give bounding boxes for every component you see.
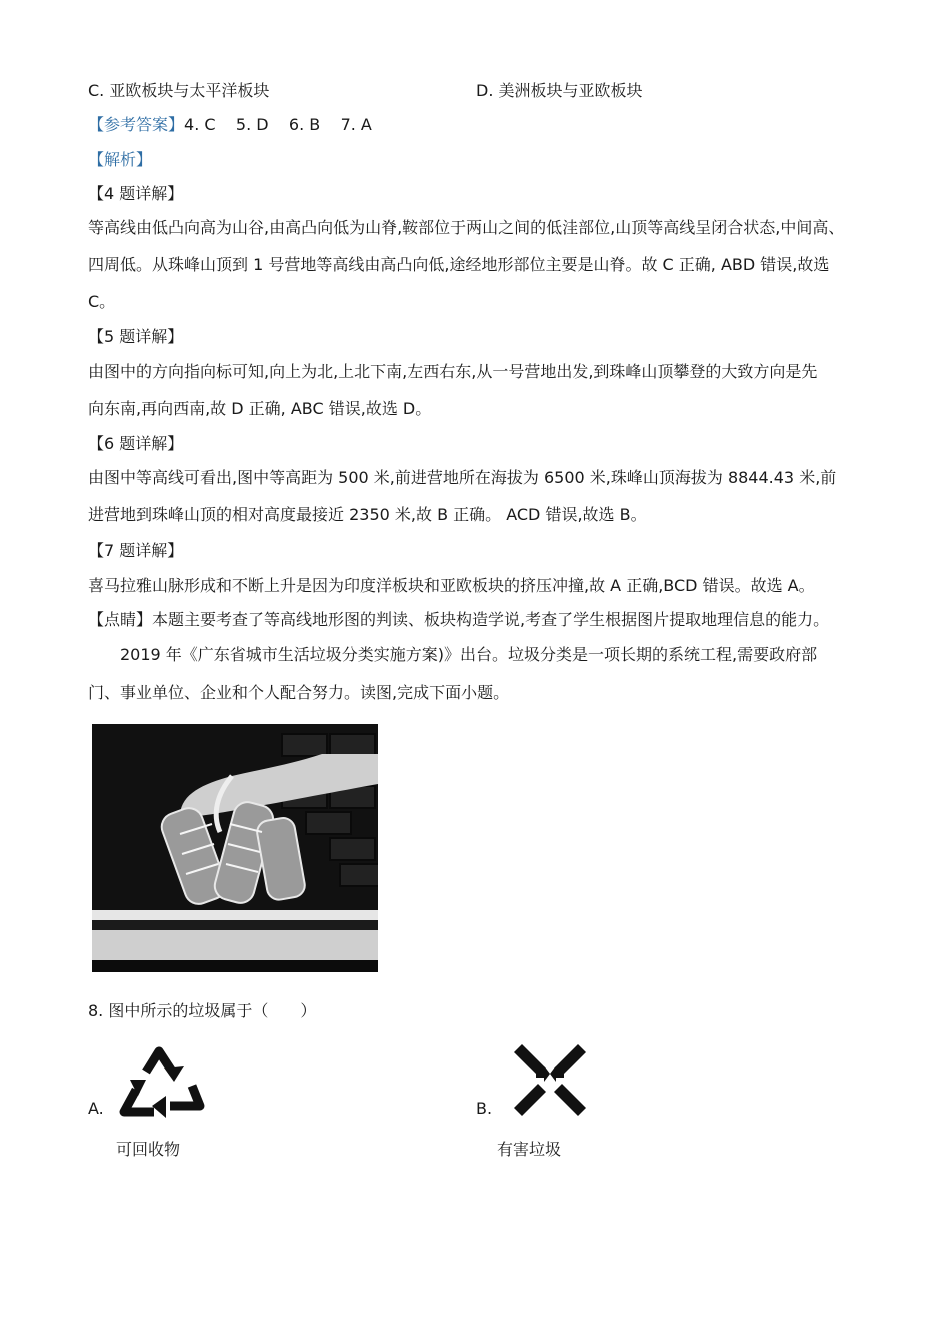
q5-heading: 【5 题详解】	[88, 327, 184, 346]
option-c: C. 亚欧板块与太平洋板块	[88, 81, 270, 100]
q8-option-b-letter[interactable]: B.	[476, 1099, 493, 1118]
q8-option-a-caption: 可回收物	[116, 1140, 181, 1159]
q4-line3: C。	[88, 292, 116, 311]
answer-values: 4. C 5. D 6. B 7. A	[184, 115, 372, 134]
intro-line1: 2019 年《广东省城市生活垃圾分类实施方案)》出台。垃圾分类是一项长期的系统工程,需要政府部	[120, 645, 818, 664]
trash-bottles-photo	[92, 724, 378, 972]
q4-line2: 四周低。从珠峰山顶到 1 号营地等高线由高凸向低,途经地形部位主要是山脊。故 C 正确, ABD 错误,故选	[88, 255, 830, 274]
answer-label: 【参考答案】	[88, 115, 185, 134]
intro-line2: 门、事业单位、企业和个人配合努力。读图,完成下面小题。	[88, 683, 510, 702]
q8-option-b-caption: 有害垃圾	[497, 1140, 562, 1159]
q5-line1: 由图中的方向指向标可知,向上为北,上北下南,左西右东,从一号营地出发,到珠峰山顶攀登的大致方向是先	[88, 362, 818, 381]
q5-line2: 向东南,再向西南,故 D 正确, ABC 错误,故选 D。	[88, 399, 432, 418]
hazardous-waste-icon	[510, 1040, 590, 1120]
option-d: D. 美洲板块与亚欧板块	[476, 81, 643, 100]
q7-heading: 【7 题详解】	[88, 541, 184, 560]
q4-line1: 等高线由低凸向高为山谷,由高凸向低为山脊,鞍部位于两山之间的低洼部位,山顶等高线呈闭合状态,中间高、	[88, 218, 845, 237]
q6-line1: 由图中等高线可看出,图中等高距为 500 米,前进营地所在海拔为 6500 米,珠峰山顶海拔为 8844.43 米,前	[88, 468, 837, 487]
analysis-label: 【解析】	[88, 150, 153, 169]
comment: 【点睛】本题主要考查了等高线地形图的判读、板块构造学说,考查了学生根据图片提取地理信息的能力。	[88, 610, 830, 629]
q8-stem: 8. 图中所示的垃圾属于（ ）	[88, 1001, 317, 1020]
q6-line2: 进营地到珠峰山顶的相对高度最接近 2350 米,故 B 正确。 ACD 错误,故选 B。	[88, 505, 647, 524]
q4-heading: 【4 题详解】	[88, 184, 184, 203]
q8-option-a-letter[interactable]: A.	[88, 1099, 104, 1118]
q6-heading: 【6 题详解】	[88, 434, 184, 453]
photo-graphic	[92, 724, 378, 972]
answer-line	[88, 114, 372, 136]
recycle-icon	[116, 1042, 206, 1122]
q7-line1: 喜马拉雅山脉形成和不断上升是因为印度洋板块和亚欧板块的挤压冲撞,故 A 正确,BCD 错误。故选 A。	[88, 576, 815, 595]
